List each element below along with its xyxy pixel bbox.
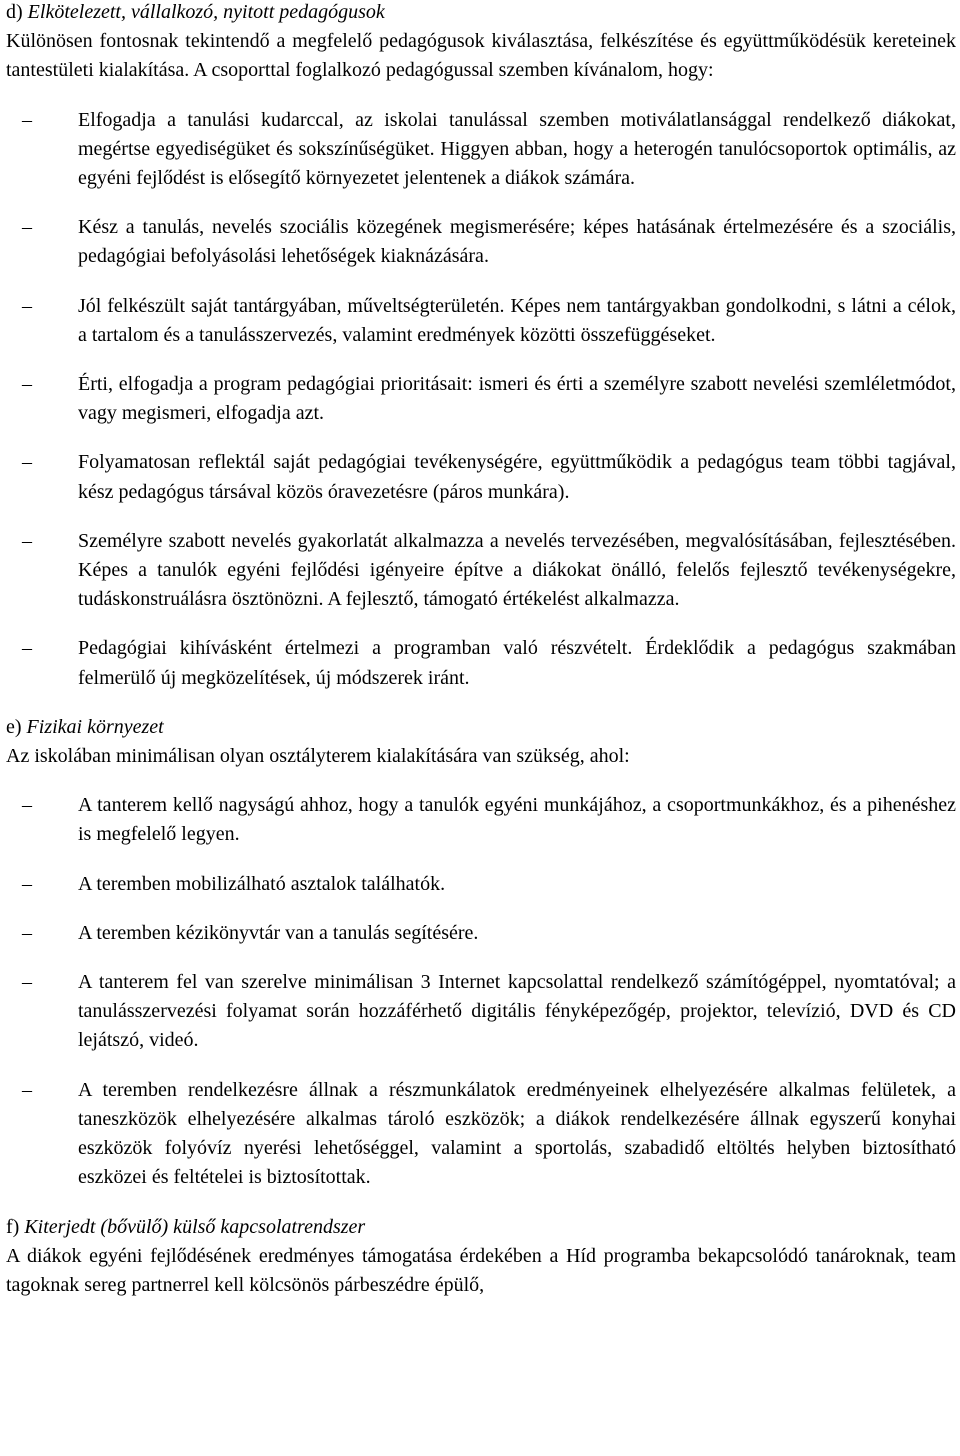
section-d-list: [6, 106, 956, 693]
dash-bullet: –: [22, 294, 32, 317]
section-e-title: Fizikai környezet: [26, 715, 164, 738]
section-d-label: d): [6, 1, 23, 23]
section-e-intro: Az iskolában minimálisan olyan osztályterem kialakítására van szükség, ahol:: [6, 745, 630, 768]
list-item-text: A tanterem kellő nagyságú ahhoz, hogy a tanulók egyéni munkájához, a csoportmunkákhoz, és a pihenéshez is megfelelő legyen.: [78, 794, 956, 846]
list-item-text: Jól felkészült saját tantárgyában, műveltségterületén. Képes nem tantárgyakban gondolkodni, s látni a célok, a tartalom és a tanulásszervezés, valamint eredmények közötti összefüggéseket.: [78, 294, 956, 346]
list-item-text: Kész a tanulás, nevelés szociális közegének megismerésére; képes hatásának értelmezésére és a szociális, pedagógiai befolyásolási lehetőségek kiaknázására.: [78, 216, 956, 268]
list-item-text: A teremben mobilizálható asztalok találhatók.: [78, 872, 446, 895]
dash-bullet: –: [22, 451, 32, 474]
dash-bullet: –: [22, 872, 32, 895]
section-f-intro: A diákok egyéni fejlődésének eredményes támogatása érdekében a Híd programba bekapcsolódó tanároknak, team tagoknak sereg partnerrel kell kölcsönös párbeszédre épülő,: [6, 1244, 956, 1296]
dash-bullet: –: [22, 1078, 32, 1101]
section-d-title: Elkötelezett, vállalkozó, nyitott pedagógusok: [27, 1, 385, 23]
section-e-heading: [6, 713, 956, 742]
dash-bullet: –: [22, 794, 32, 817]
section-f-title: Kiterjedt (bővülő) külső kapcsolatrendszer: [24, 1215, 366, 1238]
dash-bullet: –: [22, 373, 32, 396]
dash-bullet: –: [22, 637, 32, 660]
list-item: [6, 213, 956, 271]
list-item: [6, 448, 956, 506]
list-item: [6, 968, 956, 1056]
list-item-text: Személyre szabott nevelés gyakorlatát alkalmazza a nevelés tervezésében, megvalósításában, fejlesztésében. Képes a tanulók egyéni fejlődési igényeire építve a diákokat önálló, felelős fejlesztő tevékenységekre, tudáskonstruálásra ösztönözni. A fejlesztő, támogató értékelést alkalmazza.: [78, 529, 956, 611]
list-item: [6, 634, 956, 692]
dash-bullet: –: [22, 921, 32, 944]
dash-bullet: –: [22, 971, 32, 994]
list-item: [6, 1076, 956, 1193]
list-item-text: A tanterem fel van szerelve minimálisan 3 Internet kapcsolattal rendelkező számítógéppel, nyomtatóval; a tanulásszervezési folyamat során hozzáférhető digitális fényképezőgép, projektor, televízió, DVD és CD lejátszó, videó.: [78, 971, 956, 1052]
list-item: [6, 527, 956, 615]
list-item: [6, 106, 956, 194]
list-item-text: Folyamatosan reflektál saját pedagógiai tevékenységére, együttműködik a pedagógus team többi tagjával, kész pedagógus társával közös óravezetésre (páros munkára).: [78, 451, 956, 503]
dash-bullet: –: [22, 216, 32, 239]
list-item-text: Elfogadja a tanulási kudarccal, az iskolai tanulással szemben motiválatlansággal rendelkező diákokat, megértse egyediségüket és sokszínűségüket. Higgyen abban, hogy a heterogén tanulócsoportok optimális, az egyéni fejlődést is elősegítő környezetet jelentenek a diákok számára.: [78, 108, 956, 190]
section-d-heading: [6, 0, 956, 27]
document-page: [6, 0, 956, 1300]
section-d-intro: Különösen fontosnak tekintendő a megfelelő pedagógusok kiválasztása, felkészítése és együttműködésük kereteinek tantestületi kialakítása. A csoporttal foglalkozó pedagógussal szemben kívánalom, hogy:: [6, 30, 956, 82]
dash-bullet: –: [22, 108, 32, 131]
list-item: [6, 292, 956, 350]
list-item-text: A teremben rendelkezésre állnak a részmunkálatok eredményeinek elhelyezésére alkalmas felületek, a taneszközök elhelyezésére alkalmas tároló eszközök; a diákok rendelkezésére állnak egyszerű konyhai eszközök folyóvíz nyerési lehetőséggel, valamint a sportolás, szabadidő eltöltés helyben biztosítható eszközei és feltételei is biztosítottak.: [78, 1078, 956, 1189]
section-f-heading: [6, 1213, 956, 1242]
list-item-text: Pedagógiai kihívásként értelmezi a programban való részvételt. Érdeklődik a pedagógus szakmában felmerülő új megközelítések, új módszerek iránt.: [78, 637, 956, 689]
list-item-text: Érti, elfogadja a program pedagógiai prioritásait: ismeri és érti a személyre szabott nevelési szemléletmódot, vagy megismeri, elfogadja azt.: [78, 373, 956, 425]
list-item: [6, 870, 956, 899]
section-f-label: f): [6, 1215, 20, 1238]
section-e-list: [6, 791, 956, 1192]
list-item: [6, 919, 956, 948]
list-item: [6, 370, 956, 428]
section-e-label: e): [6, 715, 22, 738]
list-item: [6, 791, 956, 849]
dash-bullet: –: [22, 529, 32, 552]
list-item-text: A teremben kézikönyvtár van a tanulás segítésére.: [78, 921, 479, 944]
